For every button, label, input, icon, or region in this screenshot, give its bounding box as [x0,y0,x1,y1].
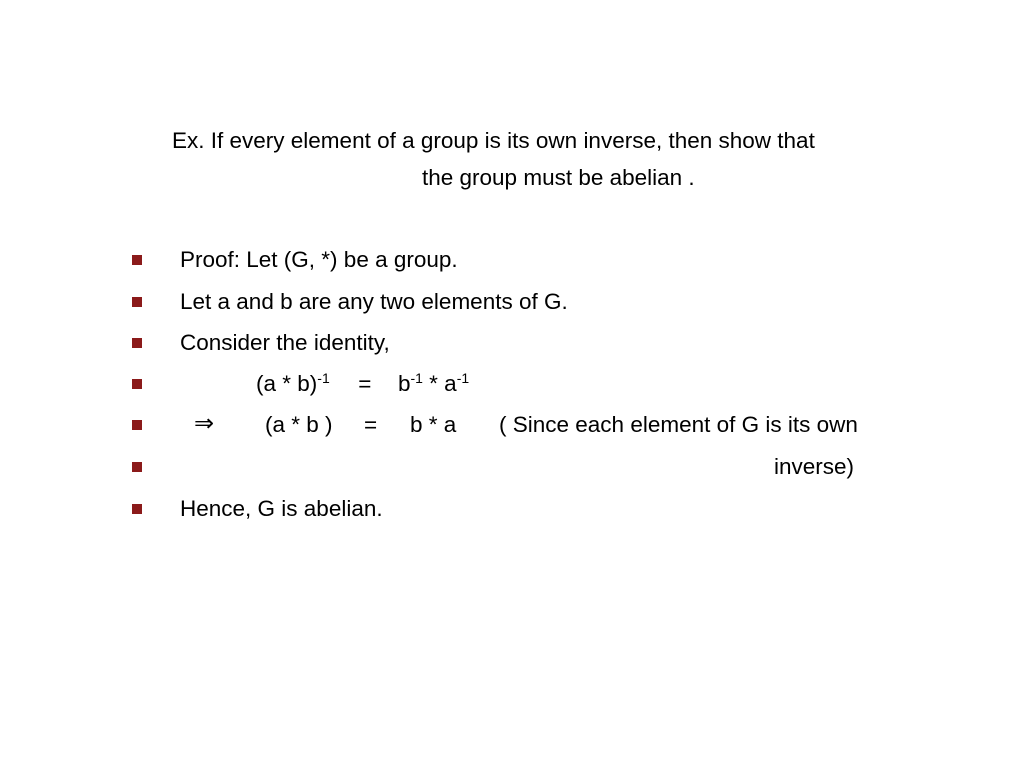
implication-note-continued: inverse) [774,454,855,479]
bullet-marker [132,338,142,348]
implication-rhs: b * a [410,412,457,437]
implication-line [194,409,214,439]
implication-equals: = [364,412,378,437]
proof-line-3: Consider the identity, [180,330,390,355]
equals-sign: = [358,371,372,396]
implication-lhs: (a * b ) [265,412,333,437]
conclusion-line: Hence, G is abelian. [180,496,383,521]
proof-line-2: Let a and b are any two elements of G. [180,289,568,314]
bullet-marker [132,420,142,430]
equation-rhs-b: b [397,371,411,396]
problem-statement-line-1: Ex. If every element of a group is its own inverse, then show that [172,128,815,153]
exponent: -1 [410,370,423,386]
bullet-marker [132,255,142,265]
problem-statement-line-2: the group must be abelian . [422,165,695,190]
equation-rhs-a: * a [422,371,457,396]
bullet-marker [132,297,142,307]
bullet-marker [132,379,142,389]
equation-lhs: (a * b) [256,371,318,396]
exponent: -1 [317,370,330,386]
implies-arrow-icon: ⇒ [194,410,215,437]
bullet-marker [132,504,142,514]
bullet-marker [132,462,142,472]
implication-note: ( Since each element of G is its own [499,412,858,437]
identity-equation [256,369,469,401]
exponent: -1 [456,370,470,386]
proof-line-1: Proof: Let (G, *) be a group. [180,247,458,272]
